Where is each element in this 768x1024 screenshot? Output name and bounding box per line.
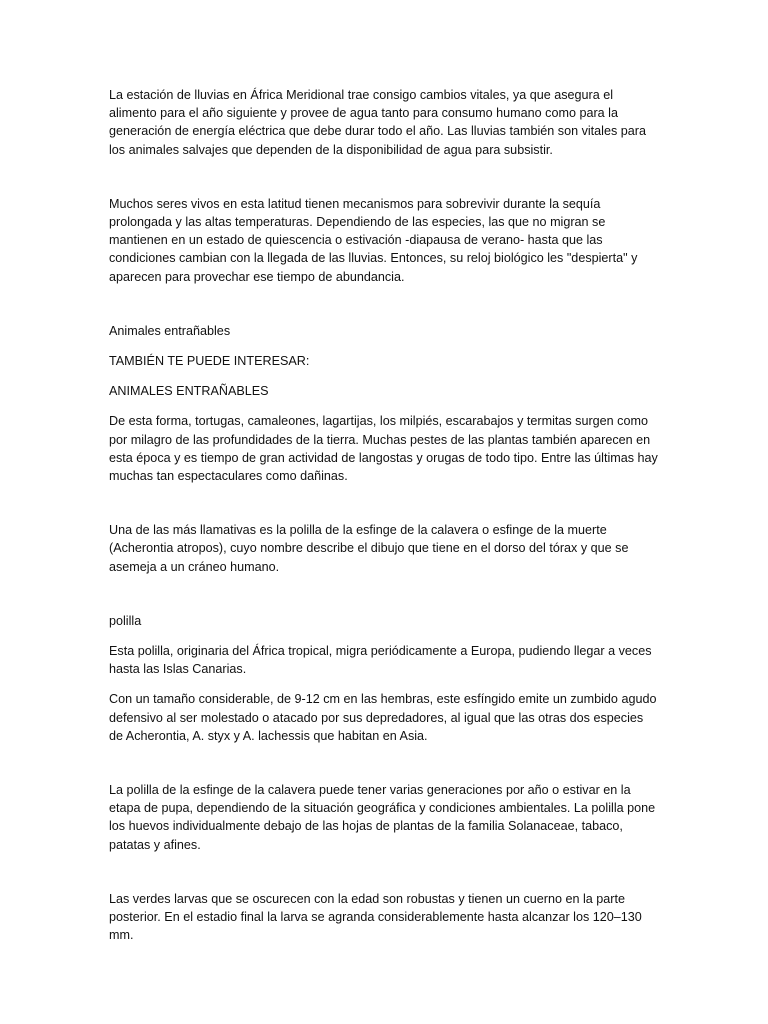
paragraph-subheading-animales: Animales entrañables [109,323,231,338]
paragraph-tambien-interesar: TAMBIÉN TE PUEDE INTERESAR: [109,354,310,369]
document-body [109,86,659,945]
paragraph-moth-generations: La polilla de la esfinge de la calavera puede tener varias generaciones por año o estivar en la etapa de pupa, dependiendo de la situación geográfica y condiciones ambientales. La polilla pone los huevos individualmente debajo de las hojas de plantas de la familia Solanaceae, tabaco, patatas y afines. [109,783,656,852]
paragraph-animales-entranables-caps: ANIMALES ENTRAÑABLES [109,384,269,399]
paragraph-moth-origin: Esta polilla, originaria del África tropical, migra periódicamente a Europa, pudiendo llegar a veces hasta las Islas Canarias. [109,644,652,677]
paragraph-moth-size: Con un tamaño considerable, de 9-12 cm en las hembras, este esfíngido emite un zumbido agudo defensivo al ser molestado o atacado por sus depredadores, al igual que las otras dos especies de Acherontia, A. styx y A. lachessis que habitan en Asia. [109,692,657,743]
paragraph-survival-mechanisms: Muchos seres vivos en esta latitud tienen mecanismos para sobrevivir durante la sequía prolongada y las altas temperaturas. Dependiendo de las especies, las que no migran se mantienen en un estado de quiescencia o estivación -diapausa de verano- hasta que las condiciones cambian con la llegada de las lluvias. Entonces, su reloj biológico les "despierta" y aparecen para provechar ese tiempo de abundancia. [109,196,638,284]
paragraph-polilla-label: polilla [109,613,142,628]
paragraph-animals-emerge: De esta forma, tortugas, camaleones, lagartijas, los milpiés, escarabajos y termitas surgen como por milagro de las profundidades de la tierra. Muchas pestes de las plantas también aparecen en esta época y es tiempo de gran actividad de langostas y orugas de todo tipo. Entre las últimas hay muchas tan espectaculares como dañinas. [109,414,658,484]
paragraph-deaths-head-moth: Una de las más llamativas es la polilla de la esfinge de la calavera o esfinge de la muerte (Acherontia atropos), cuyo nombre describe el dibujo que tiene en el dorso del tórax y que se asemeja a un cráneo humano. [109,523,629,574]
paragraph-larvae: Las verdes larvas que se oscurecen con la edad son robustas y tienen un cuerno en la parte posterior. En el estadio final la larva se agranda considerablemente hasta alcanzar los 120–130 mm. [109,891,642,943]
paragraph-rainy-season: La estación de lluvias en África Meridional trae consigo cambios vitales, ya que asegura el alimento para el año siguiente y provee de agua tanto para consumo humano como para la generación de energía eléctrica que debe durar todo el año. Las lluvias también son vitales para los animales salvajes que dependen de la disponibilidad de agua para subsistir. [109,88,646,157]
